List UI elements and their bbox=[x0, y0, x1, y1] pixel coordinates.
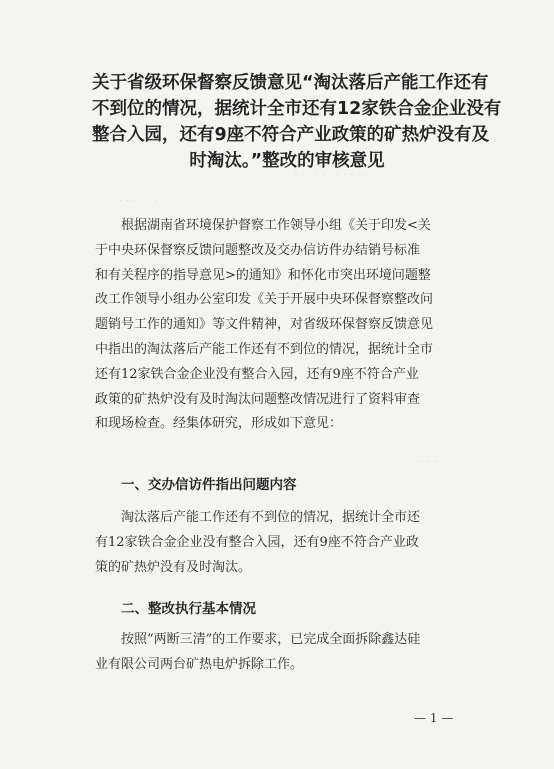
bleed-through-text: · · · bbox=[420, 455, 438, 468]
document-title bbox=[92, 70, 502, 174]
paragraph-line: 中指出的淘汰落后产能工作还有不到位的情况，据统计全市 bbox=[95, 341, 434, 357]
title-line: 时淘汰。”整改的审核意见 bbox=[189, 151, 385, 171]
title-line: 不到位的情况，据统计全市还有12家铁合金企业没有 bbox=[92, 99, 502, 119]
paragraph-line: 按照“两断三清”的工作要求，已完成全面拆除鑫达硅 bbox=[121, 632, 421, 647]
paragraph-line: 策的矿热炉没有及时淘汰。 bbox=[95, 559, 252, 575]
title-line: 整合入园，还有9座不符合产业政策的矿热炉没有及 bbox=[92, 125, 490, 145]
paragraph-line: 于中央环保督察反馈问题整改及交办信访件办结销号标准 bbox=[95, 242, 421, 258]
intro-paragraph bbox=[95, 214, 481, 437]
paragraph-line: 有12家铁合金企业没有整合入园，还有9座不符合产业政 bbox=[95, 534, 419, 550]
bleed-through-text: · · · · · · · · · · · bbox=[294, 168, 368, 181]
section-heading-2: 二、整改执行基本情况 bbox=[121, 601, 256, 617]
section1-paragraph bbox=[95, 506, 481, 580]
section-heading-1: 一、交办信访件指出问题内容 bbox=[121, 477, 297, 493]
paragraph-line: 政策的矿热炉没有及时淘汰问题整改情况进行了资料审查 bbox=[95, 391, 421, 407]
paragraph-line: 淘汰落后产能工作还有不到位的情况，据统计全市还 bbox=[121, 510, 421, 525]
section2-paragraph bbox=[95, 628, 481, 678]
paragraph-line: 改工作领导小组办公室印发《关于开展中央环保督察整改问 bbox=[95, 292, 434, 308]
paragraph-line: 题销号工作的通知》等文件精神，对省级环保督察反馈意见 bbox=[95, 317, 434, 333]
paragraph-line: 业有限公司两台矿热电炉拆除工作。 bbox=[95, 656, 304, 672]
paragraph-line: 和有关程序的指导意见>的通知》和怀化市突出环境问题整 bbox=[95, 267, 431, 283]
paragraph-line: 根据湖南省环境保护督察工作领导小组《关于印发<关 bbox=[121, 218, 431, 233]
page-number: — 1 — bbox=[414, 711, 454, 725]
paragraph-line: 和现场检查。经集体研究，形成如下意见： bbox=[95, 416, 343, 432]
title-line: 关于省级环保督察反馈意见“淘汰落后产能工作还有 bbox=[92, 73, 489, 93]
paragraph-line: 还有12家铁合金企业没有整合入园，还有9座不符合产业 bbox=[95, 366, 419, 382]
bleed-through-text: · · · · · · · · bbox=[112, 194, 165, 207]
